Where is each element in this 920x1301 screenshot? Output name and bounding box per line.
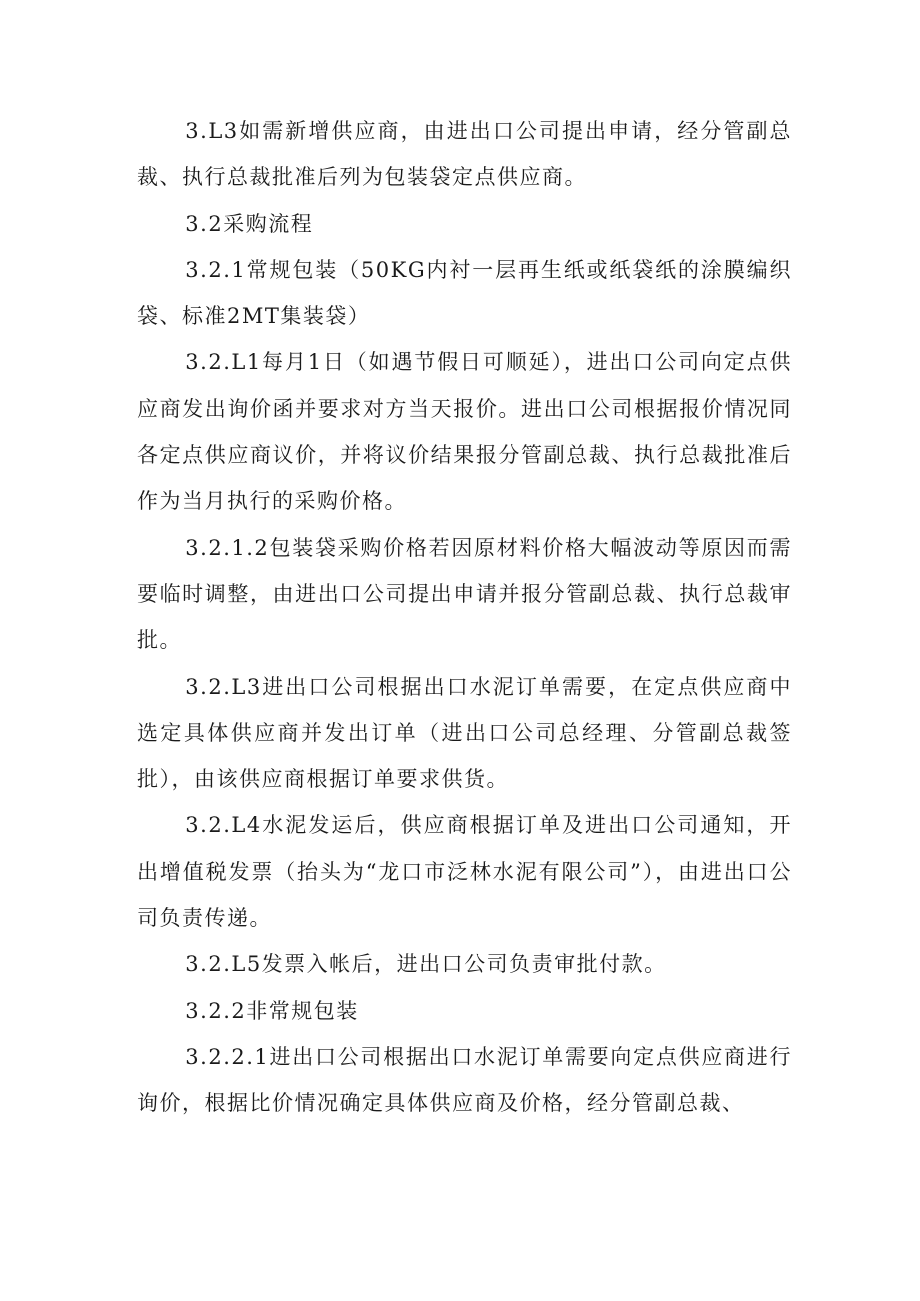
paragraph-non-regular-inquiry: 3.2.2.1进出口公司根据出口水泥订单需要向定点供应商进行询价，根据比价情况确定具体供应商及价格，经分管副总裁、 — [137, 1044, 792, 1116]
paragraph-monthly-inquiry: 3.2.L1每月1日（如遇节假日可顺延），进出口公司向定点供应商发出询价函并要求对方当天报价。进出口公司根据报价情况同各定点供应商议价，并将议价结果报分管副总裁、执行总裁批准后作为当月执行的采购价格。 — [137, 350, 792, 514]
paragraph-supplier-addition: 3.L3如需新增供应商，由进出口公司提出申请，经分管副总裁、执行总裁批准后列为包装袋定点供应商。 — [137, 119, 792, 190]
document-body — [137, 108, 792, 1127]
paragraph-non-regular-packaging-heading: 3.2.2非常规包装 — [185, 998, 359, 1023]
paragraph-order-placement: 3.2.L3进出口公司根据出口水泥订单需要，在定点供应商中选定具体供应商并发出订单（进出口公司总经理、分管副总裁签批），由该供应商根据订单要求供货。 — [137, 674, 792, 792]
paragraph-price-adjustment: 3.2.1.2包装袋采购价格若因原材料价格大幅波动等原因而需要临时调整，由进出口公司提出申请并报分管副总裁、执行总裁审批。 — [137, 535, 792, 653]
paragraph-regular-packaging: 3.2.1常规包装（50KG内衬一层再生纸或纸袋纸的涂膜编织袋、标准2MT集装袋） — [137, 257, 792, 329]
paragraph-procurement-process-heading: 3.2采购流程 — [185, 211, 314, 236]
paragraph-invoice-issuing: 3.2.L4水泥发运后，供应商根据订单及进出口公司通知，开出增值税发票（抬头为“龙口市泛林水泥有限公司”），由进出口公司负责传递。 — [137, 813, 792, 931]
paragraph-payment-approval: 3.2.L5发票入帐后，进出口公司负责审批付款。 — [185, 952, 667, 977]
